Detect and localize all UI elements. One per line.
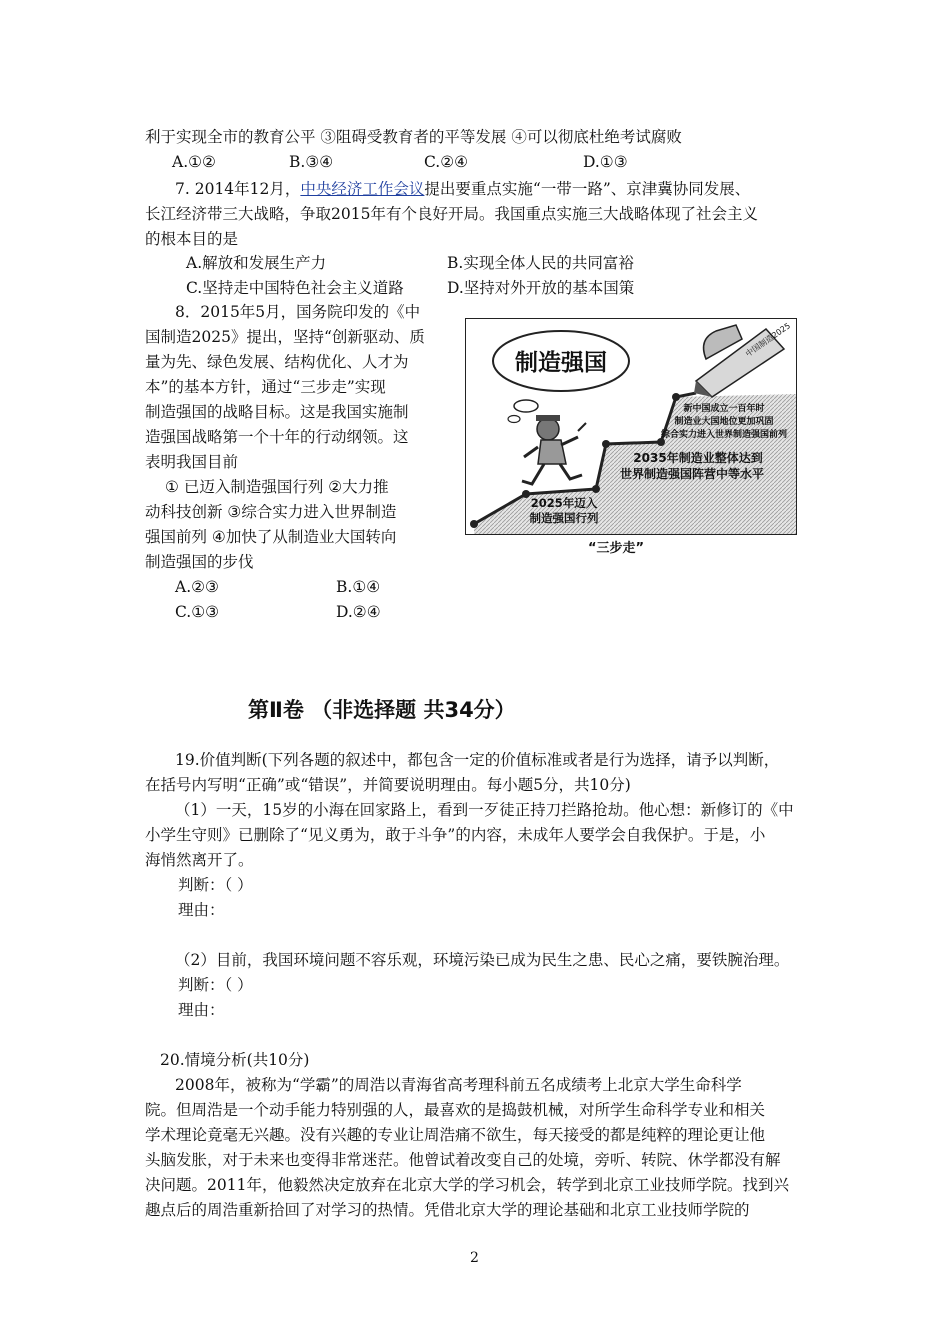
q19-2-judgement: 判断：（ ）	[178, 976, 253, 994]
step2-line2: 世界制造强国阵营中等水平	[619, 467, 765, 481]
q7-option-a: A.解放和发展生产力	[186, 254, 327, 272]
q8-option-d: D.②④	[336, 603, 381, 621]
q8-line-6: 造强国战略第一个十年的行动纲领。这	[145, 428, 409, 446]
q19-2-line-1: （2）目前，我国环境问题不容乐观，环境污染已成为民生之患、民心之痛，要铁腕治理。	[175, 951, 790, 969]
q8-statements-3: 强国前列 ④加快了从制造业大国转向	[145, 528, 397, 546]
q7-line-1	[175, 179, 750, 199]
pencil-label: 中国制造2025	[743, 321, 793, 359]
step3-line3: 综合实力进入世界制造强国前列	[660, 430, 788, 440]
q19-1-line-1: （1）一天，15岁的小海在回家路上，看到一歹徒正持刀拦路抢劫。他心想：新修订的《中	[175, 801, 794, 819]
q8-statements-2: 动科技创新 ③综合实力进入世界制造	[145, 503, 397, 521]
worker-icon	[522, 415, 586, 484]
q7-prefix: 7. 2014年12月，	[175, 180, 301, 198]
three-steps-illustration	[466, 319, 796, 534]
step2-line1: 2035年制造业整体达到	[633, 451, 763, 465]
q7-option-b: B.实现全体人民的共同富裕	[447, 254, 634, 272]
q19-instructions-1: 19.价值判断(下列各题的叙述中，都包含一定的价值标准或者是行为选择，请予以判断，	[175, 751, 780, 769]
q6-option-a: A.①②	[172, 153, 216, 171]
q19-1-line-2: 小学生守则》已删除了“见义勇为，敢于斗争”的内容，未成年人要学会自我保护。于是，小	[145, 826, 766, 844]
q8-line-5: 制造强国的战略目标。这是我国实施制	[145, 403, 409, 421]
q8-line-1: 8．2015年5月，国务院印发的《中	[175, 303, 421, 321]
q20-line-3: 学术理论竟毫无兴趣。没有兴趣的专业让周浩痛不欲生，每天接受的都是纯粹的理论更让他	[145, 1126, 766, 1144]
q20-line-5: 决问题。2011年，他毅然决定放弃在北京大学的学习机会，转学到北京工业技师学院。找到兴	[145, 1176, 789, 1194]
step3-line1: 新中国成立一百年时	[683, 404, 765, 414]
q8-line-4: 本”的基本方针，通过“三步走”实现	[145, 378, 386, 396]
three-steps-figure	[465, 318, 797, 535]
q7-rest: 提出要重点实施“一带一路”、京津冀协同发展、	[424, 180, 751, 198]
bubble-text: 制造强国	[515, 350, 607, 376]
step3-line2: 制造业大国地位更加巩固	[674, 417, 774, 427]
q7-link[interactable]: 中央经济工作会议	[300, 180, 425, 198]
q8-line-3: 量为先、绿色发展、结构优化、人才为	[145, 353, 409, 371]
q6-option-b: B.③④	[289, 153, 334, 171]
q20-title: 20.情境分析(共10分)	[160, 1051, 310, 1069]
q19-instructions-2: 在括号内写明“正确”或“错误”，并简要说明理由。每小题5分，共10分)	[145, 776, 631, 794]
page-number: 2	[470, 1250, 479, 1266]
step1-line1: 2025年迈入	[530, 496, 598, 510]
q20-line-4: 头脑发胀，对于未来也变得非常迷茫。他曾试着改变自己的处境，旁听、转院、休学都没有解	[145, 1151, 781, 1169]
q8-statements-1: ① 已迈入制造强国行列 ②大力推	[165, 478, 389, 496]
section-2-heading: 第Ⅱ卷 （非选择题 共34分）	[248, 698, 516, 722]
q8-line-7: 表明我国目前	[145, 453, 239, 471]
q8-option-b: B.①④	[336, 578, 381, 596]
q8-option-a: A.②③	[175, 578, 219, 596]
q20-line-6: 趣点后的周浩重新拾回了对学习的热情。凭借北京大学的理论基础和北京工业技师学院的	[145, 1201, 750, 1219]
figure-caption: “三步走”	[588, 541, 645, 556]
pencil-icon	[694, 320, 792, 397]
q7-line-2: 长江经济带三大战略，争取2015年有个良好开局。我国重点实施三大战略体现了社会主义	[145, 205, 758, 223]
q7-line-3: 的根本目的是	[145, 230, 239, 248]
q6-stem-tail: 利于实现全市的教育公平 ③阻碍受教育者的平等发展 ④可以彻底杜绝考试腐败	[145, 128, 682, 146]
q8-option-c: C.①③	[175, 603, 220, 621]
step1-line2: 制造强国行列	[529, 511, 599, 525]
q7-option-d: D.坚持对外开放的基本国策	[447, 279, 635, 297]
q20-line-2: 院。但周浩是一个动手能力特别强的人，最喜欢的是捣鼓机械，对所学生命科学专业和相关	[145, 1101, 766, 1119]
q19-1-reason: 理由：	[178, 901, 225, 919]
q7-option-c: C.坚持走中国特色社会主义道路	[186, 279, 404, 297]
q19-1-line-3: 海悄然离开了。	[145, 851, 254, 869]
q6-option-c: C.②④	[424, 153, 469, 171]
q20-line-1: 2008年，被称为“学霸”的周浩以青海省高考理科前五名成绩考上北京大学生命科学	[175, 1076, 742, 1094]
q8-line-2: 国制造2025》提出，坚持“创新驱动、质	[145, 328, 425, 346]
q8-statements-4: 制造强国的步伐	[145, 553, 254, 571]
q19-1-judgement: 判断：（ ）	[178, 876, 253, 894]
q6-option-d: D.①③	[583, 153, 628, 171]
q19-2-reason: 理由：	[178, 1001, 225, 1019]
